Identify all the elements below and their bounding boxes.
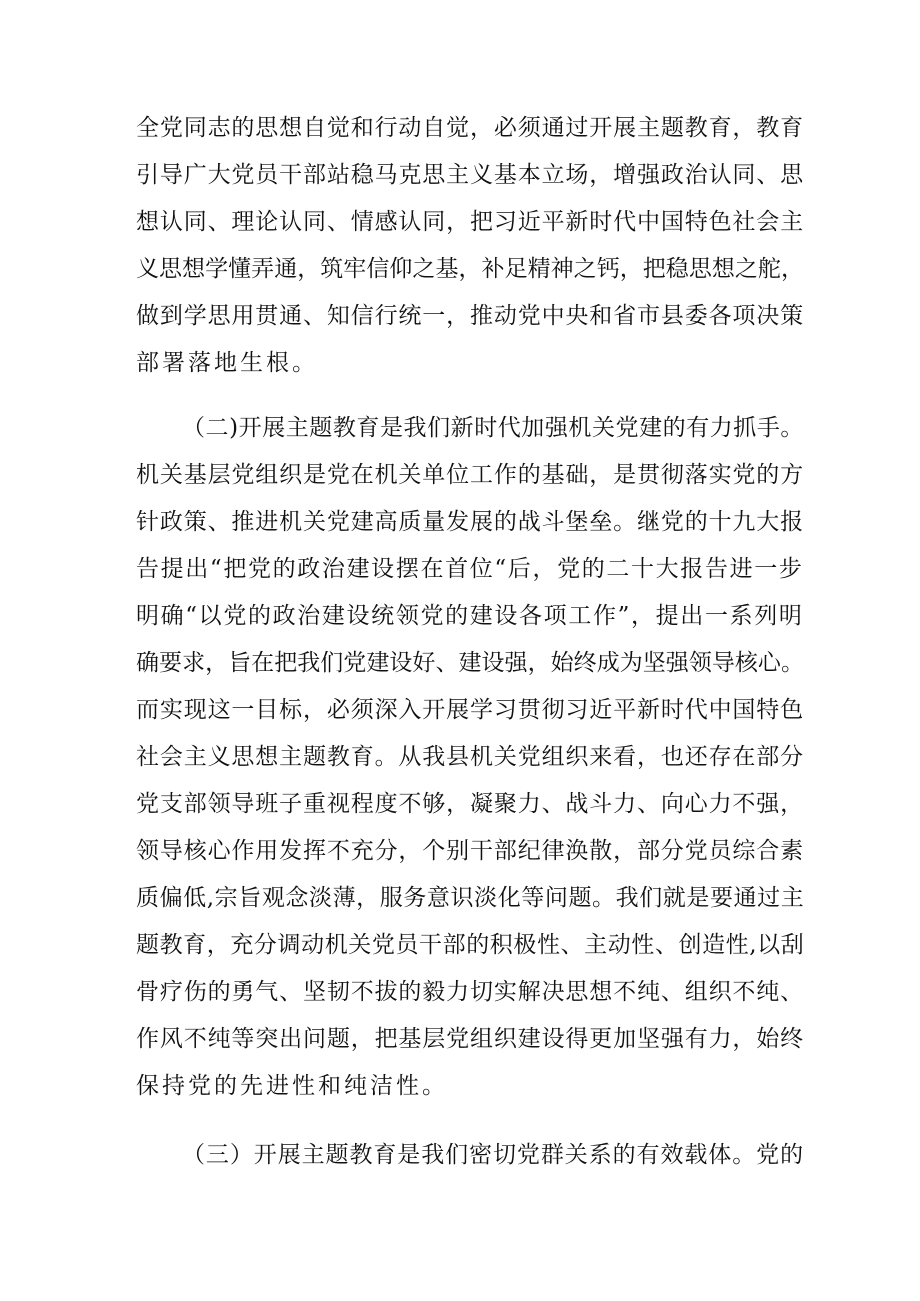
text-line: 骨疗伤的勇气、坚韧不拔的毅力切实解决思想不纯、组织不纯、 xyxy=(136,979,804,1005)
text-line: 部署落地生根。 xyxy=(136,350,318,376)
text-line: 想认同、理论认同、情感认同，把习近平新时代中国特色社会主 xyxy=(136,209,804,235)
text-line: 义思想学懂弄通，筑牢信仰之基，补足精神之钙，把稳思想之舵， xyxy=(136,256,804,282)
text-line: 领导核心作用发挥不充分，个别干部纪律涣散，部分党员综合素 xyxy=(136,838,804,864)
text-line: 题教育，充分调动机关党员干部的积极性、主动性、创造性,以刮 xyxy=(136,932,805,958)
paragraph-heading: （二)开展主题教育是我们新时代加强机关党建的有力抓手。 xyxy=(182,415,804,441)
text-line: 明确“以党的政治建设统领党的建设各项工作”，提出一系列明 xyxy=(136,603,804,629)
text-line: 作风不纯等突出问题，把基层党组织建设得更加坚强有力，始终 xyxy=(136,1026,804,1052)
text-line: 机关基层党组织是党在机关单位工作的基础，是贯彻落实党的方 xyxy=(136,462,804,488)
text-line: 全党同志的思想自觉和行动自觉，必须通过开展主题教育，教育 xyxy=(136,115,804,141)
text-line: 党支部领导班子重视程度不够，凝聚力、战斗力、向心力不强， xyxy=(136,791,804,817)
paragraph-heading: （三）开展主题教育是我们密切党群关系的有效载体。党的 xyxy=(182,1142,804,1168)
text-line: 保持党的先进性和纯洁性。 xyxy=(136,1073,448,1099)
text-line: 社会主义思想主题教育。从我县机关党组织来看，也还存在部分 xyxy=(136,744,804,770)
text-line: 引导广大党员干部站稳马克思主义基本立场，增强政治认同、思 xyxy=(136,162,804,188)
text-line: 确要求，旨在把我们党建设好、建设强，始终成为坚强领导核心。 xyxy=(136,650,804,676)
text-line: 做到学思用贯通、知信行统一，推动党中央和省市县委各项决策 xyxy=(136,303,804,329)
text-line: 告提出“把党的政治建设摆在首位“后，党的二十大报告进一步 xyxy=(136,556,804,582)
text-line: 质偏低,宗旨观念淡薄，服务意识淡化等问题。我们就是要通过主 xyxy=(136,885,805,911)
text-line: 针政策、推进机关党建高质量发展的战斗堡垒。继党的十九大报 xyxy=(136,509,804,535)
text-line: 而实现这一目标，必须深入开展学习贯彻习近平新时代中国特色 xyxy=(136,697,804,723)
